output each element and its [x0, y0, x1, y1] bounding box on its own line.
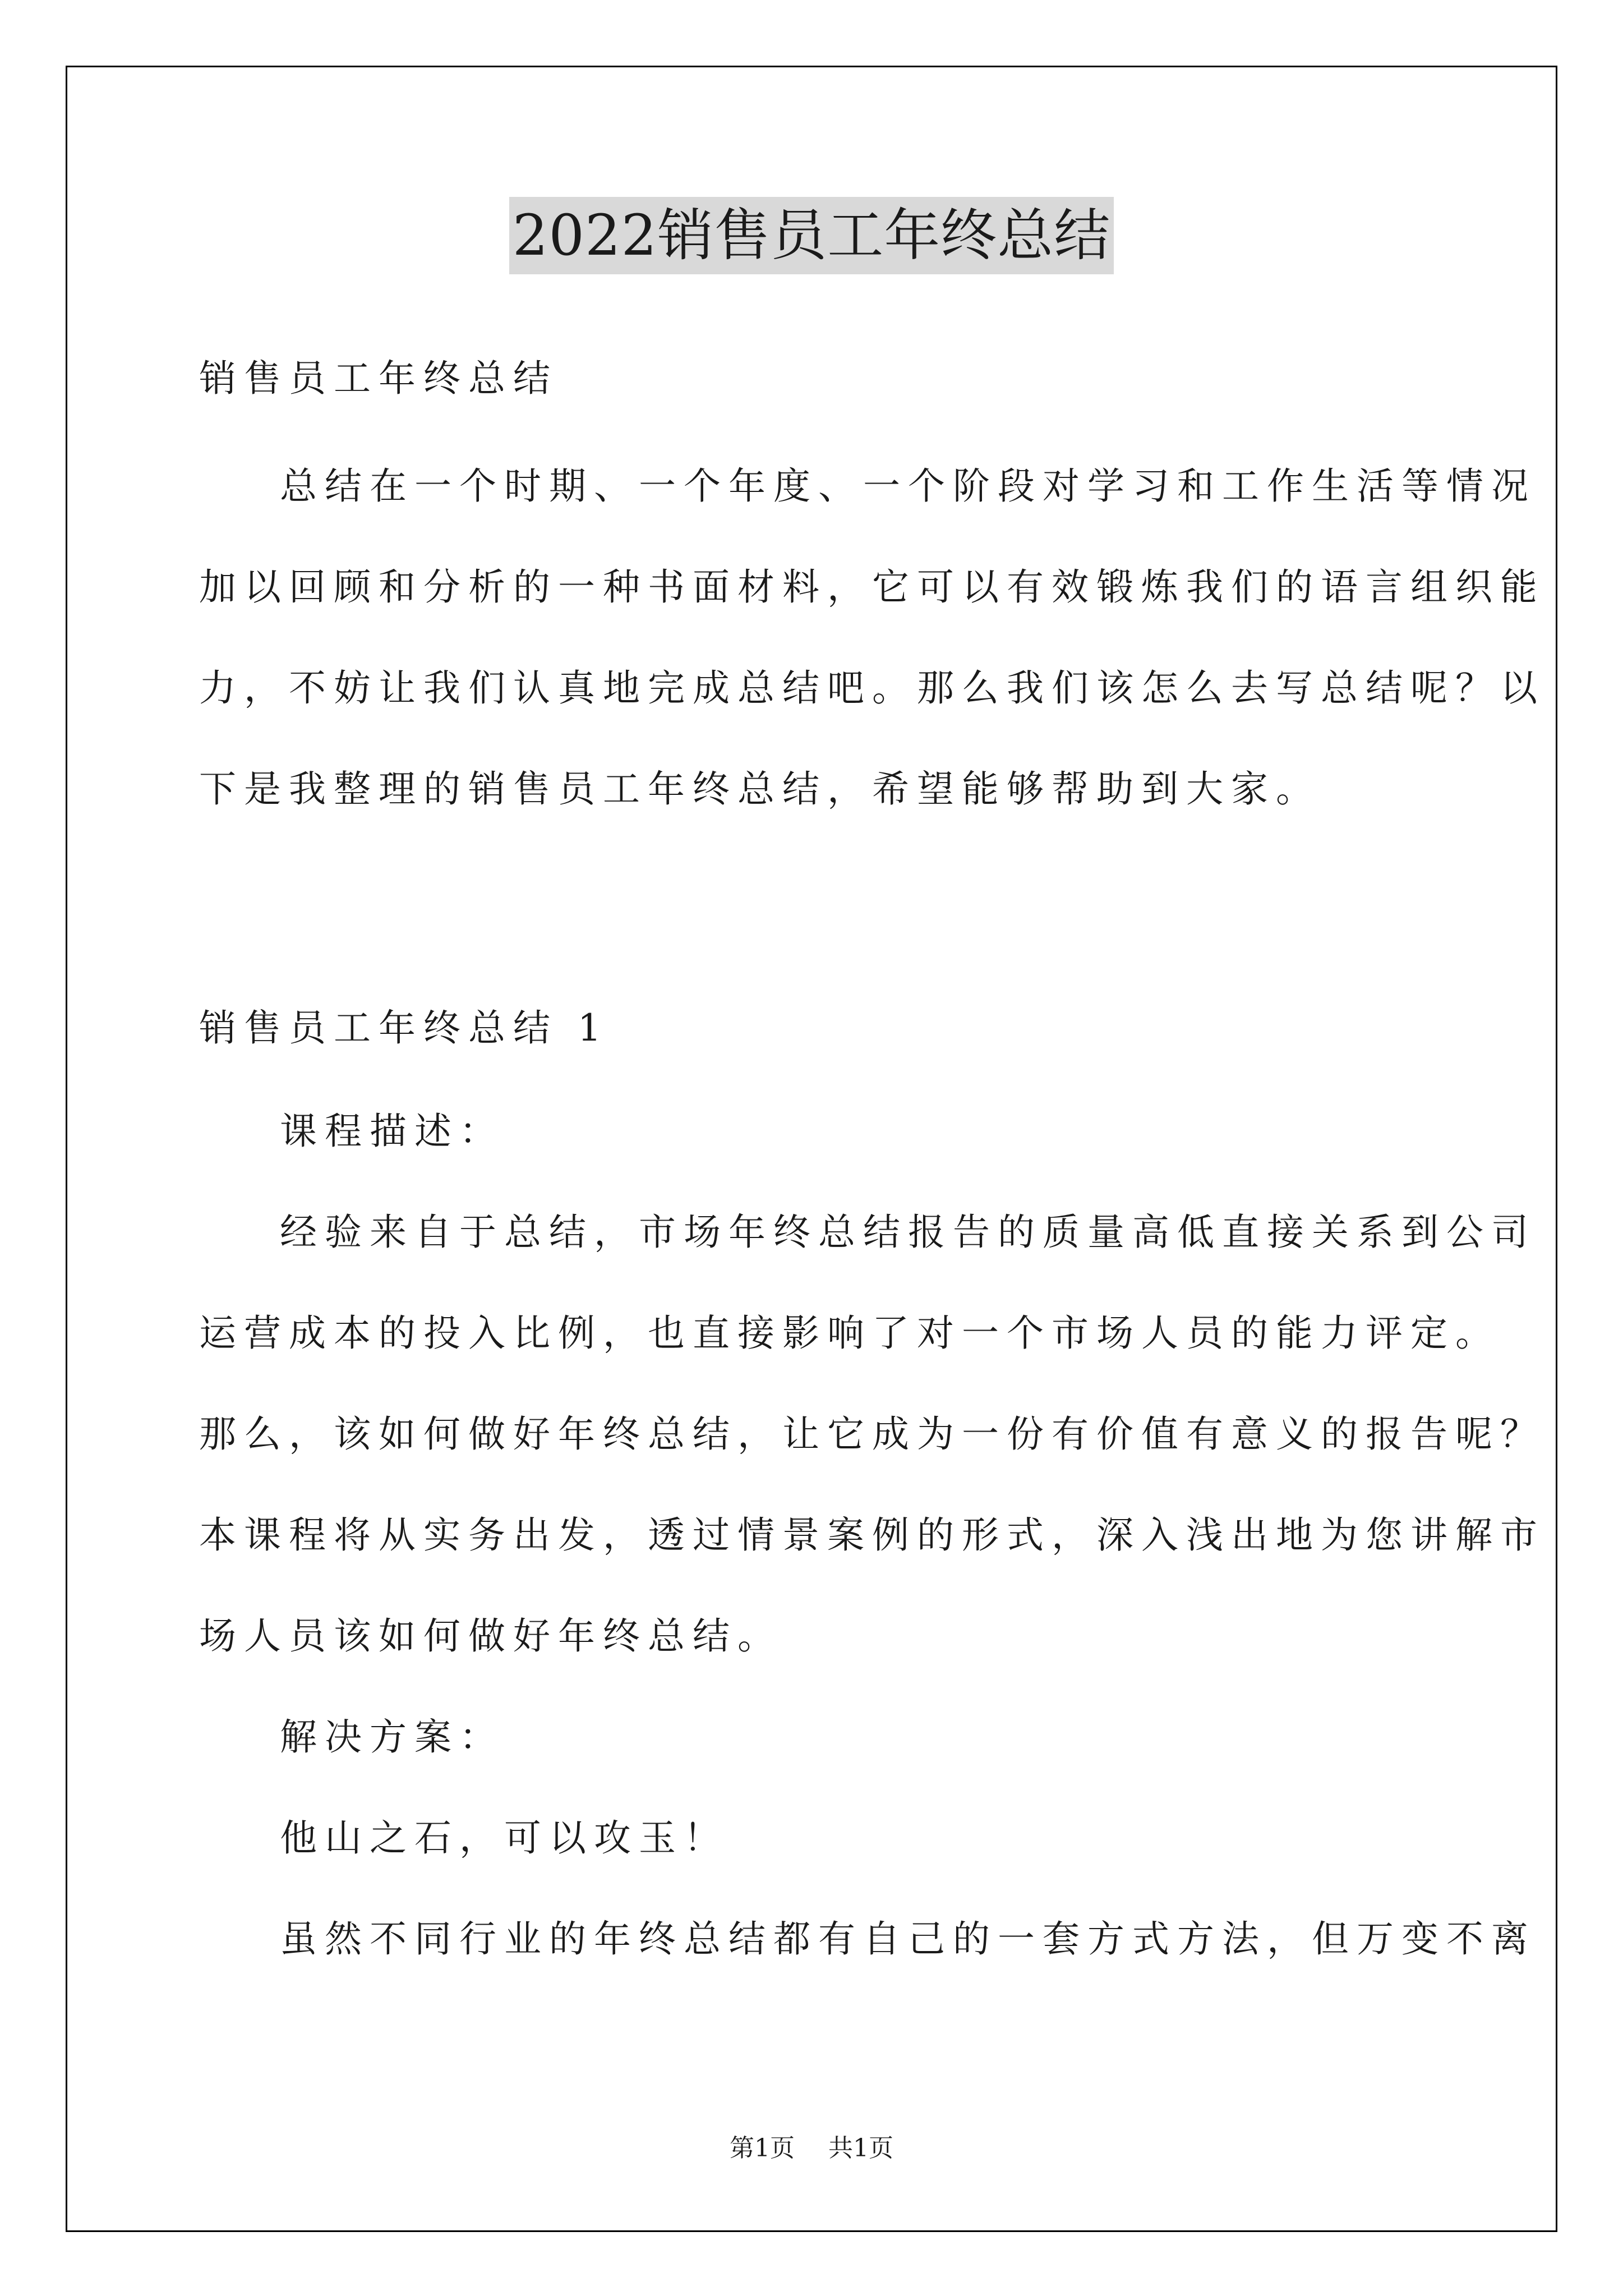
paragraph-line: 运营成本的投入比例，也直接影响了对一个市场人员的能力评定。: [199, 1312, 1500, 1355]
paragraph-line: 加以回顾和分析的一种书面材料，它可以有效锻炼我们的语言组织能: [199, 565, 1545, 609]
subtitle-line: 销售员工年终总结: [199, 357, 558, 400]
paragraph-line: 他山之石，可以攻玉！: [280, 1816, 728, 1860]
paragraph-line: 经验来自于总结，市场年终总结报告的质量高低直接关系到公司: [280, 1211, 1536, 1254]
paragraph-line: 场人员该如何做好年终总结。: [199, 1614, 782, 1658]
paragraph-line: 本课程将从实务出发，透过情景案例的形式，深入浅出地为您讲解市: [199, 1513, 1545, 1557]
title-container: [0, 197, 1623, 274]
document-title: 2022销售员工年终总结: [509, 197, 1114, 274]
paragraph-line: 总结在一个时期、一个年度、一个阶段对学习和工作生活等情况: [280, 464, 1536, 508]
paragraph-line: 解决方案：: [280, 1715, 504, 1759]
paragraph-line: 那么，该如何做好年终总结，让它成为一份有价值有意义的报告呢？: [199, 1412, 1545, 1456]
paragraph-line: 下是我整理的销售员工年终总结，希望能够帮助到大家。: [199, 767, 1321, 811]
page-number: 第1页: [730, 2134, 795, 2162]
paragraph-line: 虽然不同行业的年终总结都有自己的一套方式方法，但万变不离: [280, 1917, 1536, 1961]
page-total: 共1页: [828, 2134, 893, 2162]
page-footer: [0, 2132, 1623, 2165]
section-heading: 销售员工年终总结 1: [199, 1006, 609, 1050]
paragraph-line: 课程描述：: [280, 1110, 504, 1153]
paragraph-line: 力，不妨让我们认真地完成总结吧。那么我们该怎么去写总结呢？以: [199, 666, 1545, 710]
